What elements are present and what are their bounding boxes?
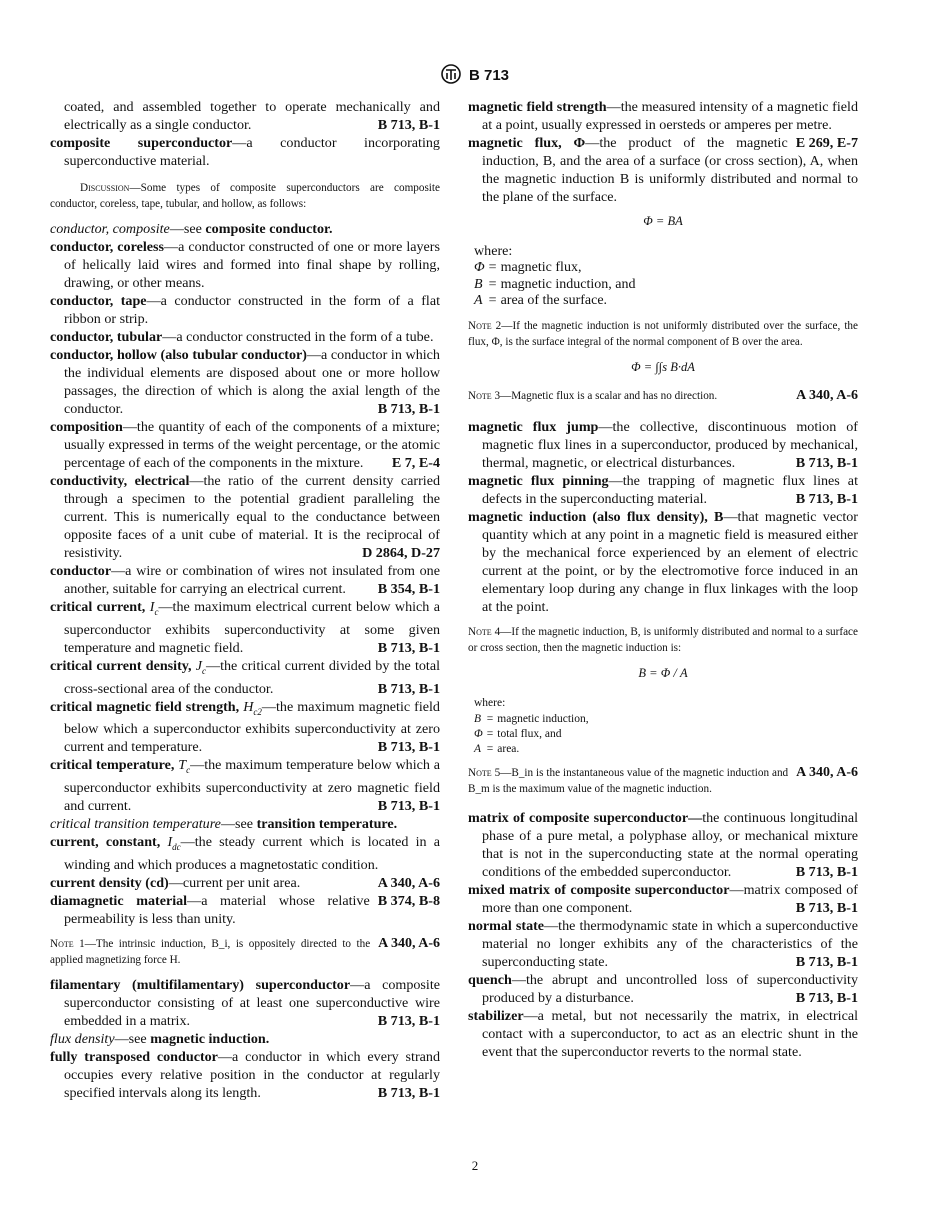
entry-magnetic-flux-pinning: magnetic flux pinning—the trapping of magnetic flux lines at defects in the superconducting material. B 713, B-1 [468,472,858,507]
entry-magnetic-flux-jump: magnetic flux jump—the collective, discontinuous motion of magnetic flux lines in a superconductor, produced by mechanical, thermal, magnetic, or electrical disturbances. B 713, B-1 [468,418,858,471]
formula-induction: B = Φ / A [638,665,688,680]
entry-normal-state: normal state—the thermodynamic state in which a superconductive material no longer exhibits any of the characteristics of the superconducting state. B 713, B-1 [468,917,858,970]
entry-mixed-matrix: mixed matrix of composite superconductor—matrix composed of more than one component. B 713, B-1 [468,881,858,916]
page-header [0,64,950,84]
glossary-entry: diamagnetic material—a material whose relative permeability is less than unity. [50,893,370,928]
glossary-entry: conductor, tape—a conductor constructed in the form of a flat ribbon or strip. [50,293,440,327]
formula-flux: Φ = BA [643,214,683,228]
glossary-entry: current, constant, $I_{dc}—the$ steady current which is located in a winding and which produces a magnetostatic condition. A 340, A-6 [50,834,440,892]
note-5: A 340, A-6 Note 5—B_in is the instantaneous value of the magnetic induction and B_m is the maximum value of the magnetic induction. [468,764,858,795]
glossary-entry: conductor, coreless—a conductor constructed of one or more layers of helically laid wires and formed into final shape by rolling, drawing, or other means. [50,239,440,291]
page-number: 2 [471,1158,479,1173]
cross-reference: critical transition temperature—see transition temperature. [50,816,398,833]
glossary-entry: current density (cd)—current per unit area. B 374, B-8 [50,875,440,910]
glossary-entry: filamentary (multifilamentary) superconductor—a composite superconductor consisting of at least one superconductive wire embedded in a matrix. B 713, B-1 [50,977,441,1030]
where-row: A = area. [474,742,520,755]
document-code: B 713 [468,67,510,84]
cross-reference: conductor, composite—see composite conductor. [50,221,333,237]
where-row: B = magnetic induction, and [474,276,636,292]
right-column [468,98,858,1061]
glossary-entry: critical current, $I_c—the$ maximum electrical current below which a superconductor exhibits superconductivity at some given temperature and magnetic field. B 713, B-1 [50,599,440,656]
where-row: A = area of the surface. [474,293,608,308]
glossary-entry: critical temperature, $T_c—the$ maximum temperature below which a superconductor exhibits superconductivity at zero magnetic field and current. B 713, B-1 [50,757,440,815]
where-block-2: where: B = magnetic induction, Φ = total flux, and A = area. [474,694,858,757]
note-2: Note 2—If the magnetic induction is not uniformly distributed over the surface, the flux, Φ, is the surface integral of the normal component of B over the area. [468,319,858,348]
where-row: Φ = total flux, and [474,727,562,740]
glossary-entry: conductor—a wire or combination of wires not insulated from one another, suitable for carrying an electrical current. B 354, B-1 [50,563,440,597]
entry-magnetic-flux: magnetic flux, Φ—the product of the magnetic induction, B, and the area of a surface (or cross section), A, when the magnetic induction B is uniformly distributed and normal to the plane of the surface. [468,135,858,205]
left-column [50,98,440,1102]
entry-stabilizer: stabilizer—a metal, but not necessarily the matrix, in electrical contact with a superconductor, to act as an electric shunt in the event that the superconductor reverts to the normal state. [468,1007,858,1060]
entry-quench: quench—the abrupt and uncontrolled loss of superconductivity produced by a disturbance. B 713, B-1 [468,971,858,1006]
glossary-entry: conductivity, electrical—the ratio of the current density carried through a specimen to the potential gradient paralleling the current. This is numerically equal to the conductance between opposite faces of a unit cube of material. It is the reciprocal of resistivity. D 2864, D-27 [50,473,440,561]
entry-magnetic-induction: magnetic induction (also flux density), B—that magnetic vector quantity which at any point in a magnetic field is measured either by the mechanical force experienced by an element of electric current at the point, or by the electromotive force induced in an elementary loop during any change in flux linkages with the loop at the point. [468,508,858,615]
glossary-entry: critical magnetic field strength, $H_{c2}—the$ maximum magnetic field below which a superconductor exhibits superconductivity at zero current and temperature. B 713, B-1 [50,698,440,756]
glossary-entry: fully transposed conductor—a conductor in which every strand occupies every relative position in the conductor at regularly specified intervals along its length. B 713, B-1 [50,1049,441,1102]
glossary-entry: critical current density, $J_c—the$ critical current divided by the total cross-sectional area of the conductor. B 713, B-1 [50,657,441,697]
glossary-entry: composition—the quantity of each of the components of a mixture; usually expressed in terms of the weight percentage, or the atomic percentage of each of the components in the mixture. E 7, E-4 [50,419,440,471]
note-1: A 340, A-6 Note 1—The intrinsic induction, B_i, is oppositely directed to the applied magnetizing force H. [50,936,440,967]
where-row: B = magnetic induction, [474,712,589,725]
astm-logo-icon [441,64,461,84]
glossary-entry: conductor, tubular—a conductor constructed in the form of a tube. [50,329,434,345]
discussion-note: Discussion—Some types of composite superconductors are composite conductor, coreless, tape, tubular, and hollow, as follows: [50,182,440,210]
cross-reference: flux density—see magnetic induction. [50,1031,270,1048]
note-4: Note 4—If the magnetic induction, B, is uniformly distributed and normal to a surface or cross section, then the magnetic induction is: [468,625,858,654]
where-row: Φ = magnetic flux, [474,260,582,275]
glossary-entry: conductor, hollow (also tubular conductor)—a conductor in which the individual elements are disposed about one or more hollow passages, the direction of which is along the axial length of the conductor. B 713, B-1 [50,347,440,417]
entry-matrix: matrix of composite superconductor—the continuous longitudinal phase of a pure metal, a polyphase alloy, or mechanical mixture that is not in the superconducting state at the normal operating conditions of the embedded superconductor. B 713, B-1 [468,809,858,880]
where-block-1: where: Φ = magnetic flux, B = magnetic induction, and A = area of the surface. [474,242,858,310]
entry-magnetic-field-strength: magnetic field strength—the measured intensity of a magnetic field at a point, usually expressed in oersteds or amperes per metre. E 269, E-7 [468,99,858,151]
note-3: A 340, A-6 Note 3—Magnetic flux is a scalar and has no direction. [468,387,858,403]
glossary-entry: composite superconductor—a conductor incorporating superconductive material. [50,135,440,169]
formula-flux-integral: Φ = ∫∫s B·dA [631,359,695,374]
entry-continued: coated, and assembled together to operate mechanically and electrically as a single conductor. B 713, B-1 [64,99,440,133]
